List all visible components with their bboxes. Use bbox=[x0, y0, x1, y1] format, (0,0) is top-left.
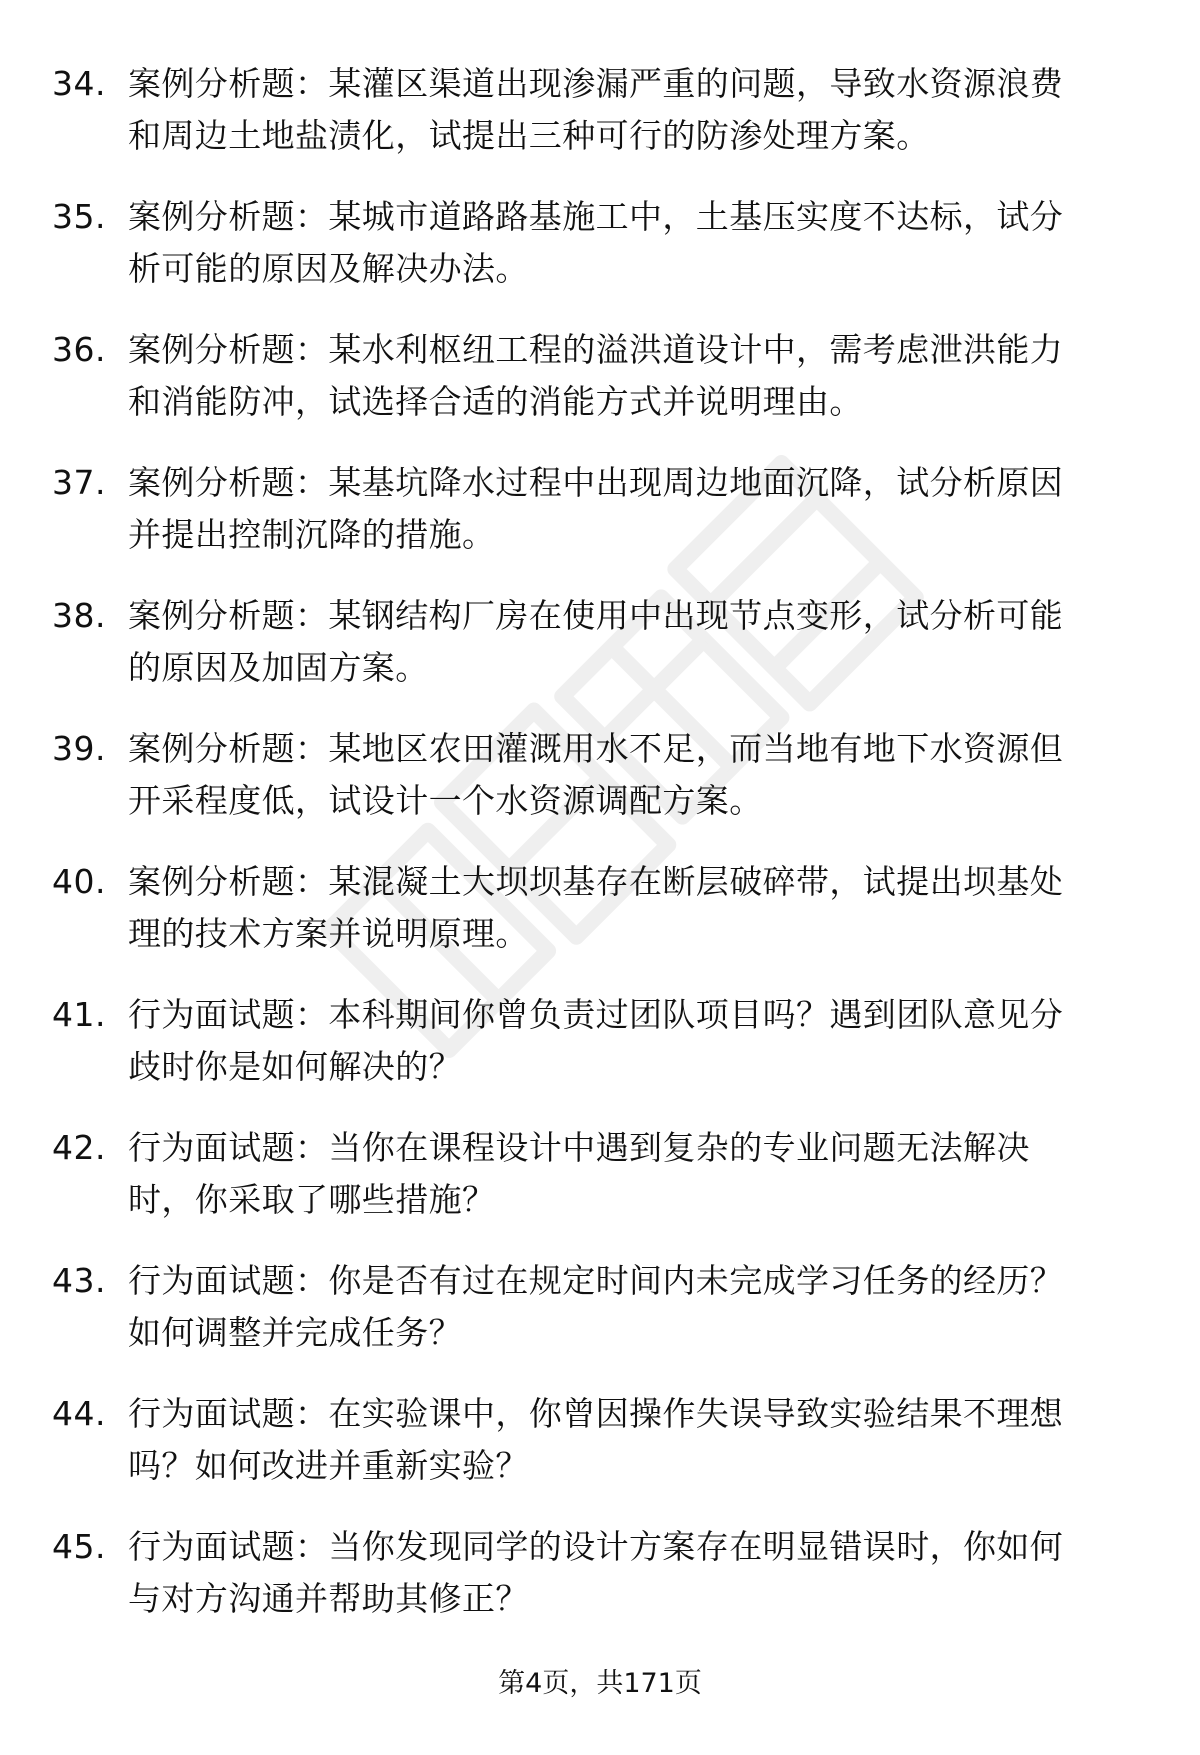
question-text-line: 行为面试题：本科期间你曾负责过团队项目吗？遇到团队意见分 bbox=[128, 995, 1064, 1034]
question-item bbox=[0, 185, 1200, 318]
question-list bbox=[0, 52, 1200, 1648]
question-text bbox=[128, 1255, 1138, 1359]
question-text-line: 行为面试题：当你发现同学的设计方案存在明显错误时，你如何 bbox=[128, 1527, 1064, 1566]
question-text bbox=[128, 723, 1138, 827]
question-item bbox=[0, 584, 1200, 717]
question-text bbox=[128, 989, 1138, 1093]
question-text bbox=[128, 457, 1138, 561]
question-text-line: 和消能防冲，试选择合适的消能方式并说明理由。 bbox=[128, 382, 863, 421]
question-item bbox=[0, 1249, 1200, 1382]
question-item bbox=[0, 451, 1200, 584]
question-item bbox=[0, 1382, 1200, 1515]
page-number: 第4页，共171页 bbox=[498, 1668, 702, 1699]
question-text bbox=[128, 1388, 1138, 1492]
question-number: 42. bbox=[52, 1128, 106, 1167]
question-text-line: 并提出控制沉降的措施。 bbox=[128, 515, 496, 554]
question-text-line: 歧时你是如何解决的？ bbox=[128, 1047, 462, 1086]
question-text bbox=[128, 856, 1138, 960]
question-text-line: 和周边土地盐渍化，试提出三种可行的防渗处理方案。 bbox=[128, 116, 930, 155]
question-item bbox=[0, 717, 1200, 850]
question-text-line: 案例分析题：某水利枢纽工程的溢洪道设计中，需考虑泄洪能力 bbox=[128, 330, 1064, 369]
question-text-line: 开采程度低，试设计一个水资源调配方案。 bbox=[128, 781, 763, 820]
question-text-line: 案例分析题：某基坑降水过程中出现周边地面沉降，试分析原因 bbox=[128, 463, 1064, 502]
question-text-line: 析可能的原因及解决办法。 bbox=[128, 249, 529, 288]
question-text-line: 时，你采取了哪些措施？ bbox=[128, 1180, 496, 1219]
question-item bbox=[0, 318, 1200, 451]
question-item bbox=[0, 983, 1200, 1116]
question-text-line: 案例分析题：某钢结构厂房在使用中出现节点变形，试分析可能 bbox=[128, 596, 1064, 635]
question-item bbox=[0, 850, 1200, 983]
question-number: 35. bbox=[52, 197, 106, 236]
question-text-line: 案例分析题：某混凝土大坝坝基存在断层破碎带，试提出坝基处 bbox=[128, 862, 1064, 901]
question-text-line: 吗？如何改进并重新实验？ bbox=[128, 1446, 529, 1485]
question-text-line: 与对方沟通并帮助其修正？ bbox=[128, 1579, 529, 1618]
question-text bbox=[128, 58, 1138, 162]
question-item bbox=[0, 1116, 1200, 1249]
question-text bbox=[128, 191, 1138, 295]
question-number: 41. bbox=[52, 995, 106, 1034]
question-text-line: 行为面试题：在实验课中，你曾因操作失误导致实验结果不理想 bbox=[128, 1394, 1064, 1433]
question-text bbox=[128, 1521, 1138, 1625]
question-text-line: 案例分析题：某城市道路路基施工中，土基压实度不达标，试分 bbox=[128, 197, 1064, 236]
question-number: 34. bbox=[52, 64, 106, 103]
question-number: 37. bbox=[52, 463, 106, 502]
question-number: 44. bbox=[52, 1394, 106, 1433]
question-text bbox=[128, 324, 1138, 428]
question-number: 39. bbox=[52, 729, 106, 768]
question-text-line: 理的技术方案并说明原理。 bbox=[128, 914, 529, 953]
question-item bbox=[0, 1515, 1200, 1648]
question-number: 36. bbox=[52, 330, 106, 369]
question-text bbox=[128, 1122, 1138, 1226]
question-text-line: 的原因及加固方案。 bbox=[128, 648, 429, 687]
question-text-line: 案例分析题：某灌区渠道出现渗漏严重的问题，导致水资源浪费 bbox=[128, 64, 1064, 103]
question-text-line: 行为面试题：你是否有过在规定时间内未完成学习任务的经历？ bbox=[128, 1261, 1064, 1300]
question-text bbox=[128, 590, 1138, 694]
question-text-line: 如何调整并完成任务？ bbox=[128, 1313, 462, 1352]
question-number: 40. bbox=[52, 862, 106, 901]
question-text-line: 案例分析题：某地区农田灌溉用水不足，而当地有地下水资源但 bbox=[128, 729, 1064, 768]
question-number: 43. bbox=[52, 1261, 106, 1300]
question-number: 45. bbox=[52, 1527, 106, 1566]
question-item bbox=[0, 52, 1200, 185]
question-number: 38. bbox=[52, 596, 106, 635]
question-text-line: 行为面试题：当你在课程设计中遇到复杂的专业问题无法解决 bbox=[128, 1128, 1030, 1167]
